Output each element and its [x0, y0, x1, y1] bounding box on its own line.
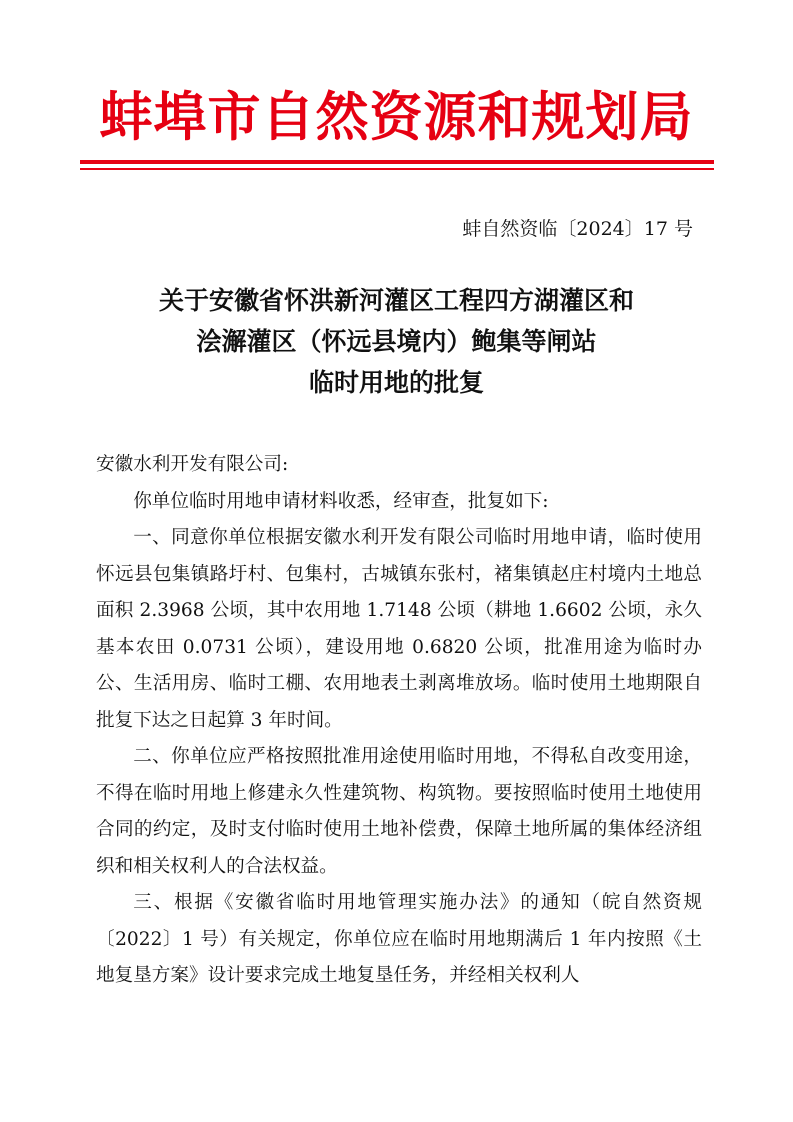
document-body: [96, 447, 702, 995]
paragraph-intro: 你单位临时用地申请材料收悉，经审查，批复如下:: [133, 490, 549, 512]
document-title-line-2: 浍澥灌区（怀远县境内）鲍集等闸站: [196, 327, 597, 356]
paragraph-item-3: 三、根据《安徽省临时用地管理实施办法》的通知（皖自然资规〔2022〕1 号）有关规定，你单位应在临时用地期满后 1 年内按照《土地复垦方案》设计要求完成土地复垦任务，并经相关权利人: [96, 892, 702, 986]
issuing-authority-header: 蚌埠市自然资源和规划局: [99, 87, 694, 148]
header-red-rule-thick: [80, 160, 714, 164]
document-title-line-3: 临时用地的批复: [308, 368, 484, 397]
paragraph-item-2: 二、你单位应严格按照批准用途使用临时用地，不得私自改变用途，不得在临时用地上修建永久性建筑物、构筑物。要按照临时使用土地使用合同的约定，及时支付临时使用土地补偿费，保障土地所属的集体经济组织和相关权利人的合法权益。: [96, 746, 702, 877]
document-number: 蚌自然资临〔2024〕17 号: [462, 218, 693, 240]
paragraph-item-1: 一、同意你单位根据安徽水利开发有限公司临时用地申请，临时使用怀远县包集镇路圩村、包集村，古城镇东张村，褚集镇赵庄村境内土地总面积 2.3968 公顷，其中农用地 1.7148 公顷（耕地 1.6602 公顷，永久基本农田 0.0731 公顷），建设用地 0.6820 公顷，批准用途为临时办公、生活用房、临时工棚、农用地表土剥离堆放场。临时使用土地期限自批复下达之日起算 3 年时间。: [96, 527, 702, 731]
document-title: [0, 280, 793, 403]
salutation: 安徽水利开发有限公司:: [96, 454, 289, 475]
header-red-rule-thin: [80, 168, 714, 170]
document-title-line-1: 关于安徽省怀洪新河灌区工程四方湖灌区和: [158, 286, 634, 315]
